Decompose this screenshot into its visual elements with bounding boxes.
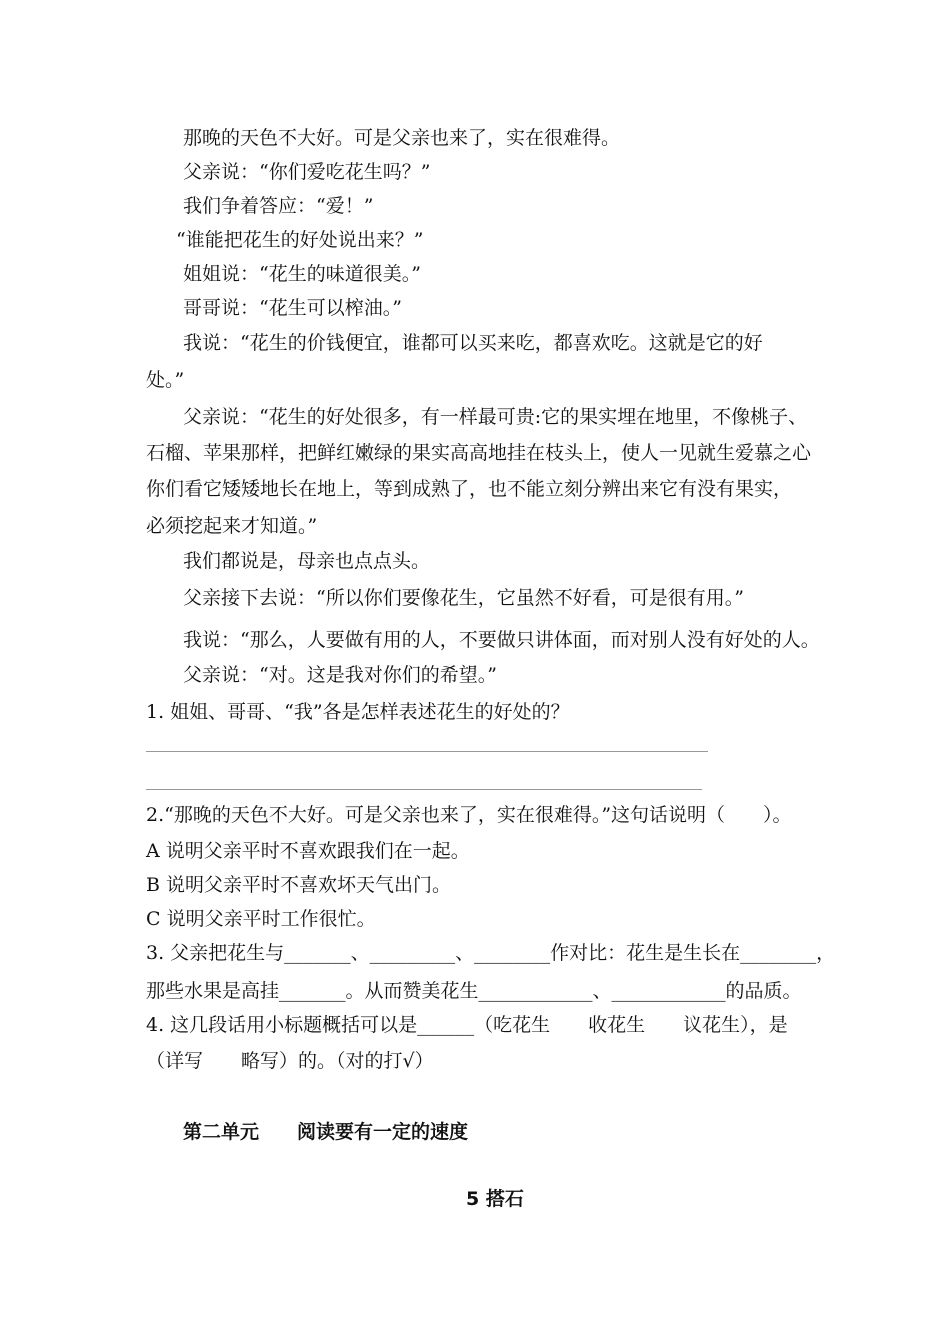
unit-heading: 第二单元 阅读要有一定的速度 [183,1121,469,1143]
passage-line: 我说：“花生的价钱便宜，谁都可以买来吃，都喜欢吃。这就是它的好 [183,332,763,354]
passage-line: 父亲说：“对。这是我对你们的希望。” [183,664,497,686]
passage-line: “谁能把花生的好处说出来？” [176,229,424,251]
passage-line: 父亲说：“花生的好处很多，有一样最可贵:它的果实埋在地里，不像桃子、 [183,406,808,428]
passage-line: 父亲说：“你们爱吃花生吗？” [183,161,431,183]
passage-line: 你们看它矮矮地长在地上，等到成熟了，也不能立刻分辨出来它有没有果实， [146,478,793,500]
question-4-line-1: 4. 这几段话用小标题概括可以是______（吃花生 收花生 议花生），是 [146,1014,788,1036]
passage-line: 石榴、苹果那样，把鲜红嫩绿的果实高高地挂在枝头上，使人一见就生爱慕之心 [146,442,812,464]
passage-line: 那晚的天色不大好。可是父亲也来了，实在很难得。 [183,127,621,149]
lesson-title: 5 搭石 [466,1188,524,1210]
answer-line[interactable] [146,751,708,752]
question-2-option-c: C 说明父亲平时工作很忙。 [146,908,376,930]
passage-line: 我们都说是，母亲也点点头。 [183,550,431,572]
passage-line: 姐姐说：“花生的味道很美。” [183,263,421,285]
question-3-line-1: 3. 父亲把花生与_______、_________、________作对比：花生是生长在________， [146,942,836,964]
passage-line: 处。” [146,369,185,391]
question-4-line-2: （详写 略写）的。（对的打√） [146,1050,434,1072]
passage-line: 我说：“那么，人要做有用的人，不要做只讲体面，而对别人没有好处的人。 [183,629,820,651]
question-2-option-a: A 说明父亲平时不喜欢跟我们在一起。 [146,840,470,862]
passage-line: 哥哥说：“花生可以榨油。” [183,297,402,319]
question-1: 1. 姐姐、哥哥、“我”各是怎样表述花生的好处的？ [146,701,570,723]
question-3-line-2: 那些水果是高挂_______。从而赞美花生____________、____________的品质。 [146,980,802,1002]
question-2-option-b: B 说明父亲平时不喜欢坏天气出门。 [146,874,452,896]
answer-line[interactable] [146,789,702,790]
passage-line: 我们争着答应：“爱！” [183,195,374,217]
question-2: 2.“那晚的天色不大好。可是父亲也来了，实在很难得。”这句话说明（ ）。 [146,804,792,826]
passage-line: 必须挖起来才知道。” [146,515,318,537]
passage-line: 父亲接下去说：“所以你们要像花生，它虽然不好看，可是很有用。” [183,587,744,609]
